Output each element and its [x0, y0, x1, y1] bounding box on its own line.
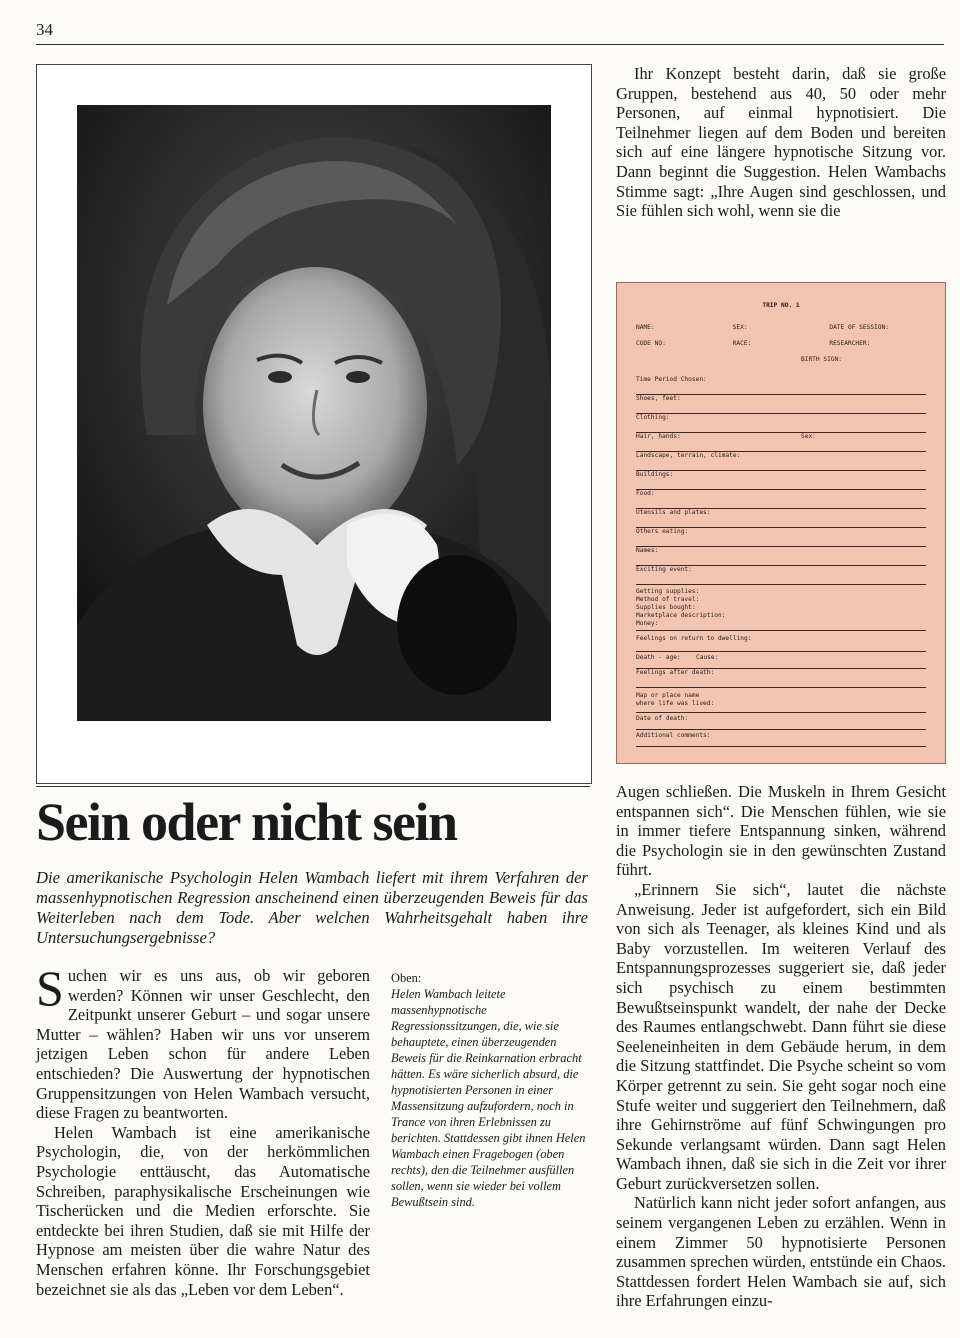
form-title: TRIP NO. 1 — [762, 302, 800, 309]
form-field: Hair, hands: — [636, 433, 681, 440]
form-field-researcher: RESEARCHER: — [829, 340, 871, 347]
form-field: Marketplace description: — [636, 612, 726, 619]
form-field: Date of death: — [636, 713, 926, 730]
form-field: Additional comments: — [636, 730, 926, 747]
form-field: Getting supplies: — [636, 588, 700, 595]
portrait-illustration — [77, 105, 551, 721]
form-field-race: RACE: — [732, 340, 752, 347]
form-field: where life was lived: — [636, 700, 926, 713]
body-left-column — [36, 960, 370, 1299]
form-field: Supplies bought: — [636, 604, 696, 611]
form-field-date: DATE OF SESSION: — [829, 324, 889, 331]
form-field: Exciting event: — [636, 566, 926, 585]
body-paragraph: Natürlich kann nicht jeder sofort anfangen, aus seinem vergangenen Leben zu erzählen. Wenn in einem Zimmer 50 hypnotisierte Personen zusammen sprechen würden, entstünde ein Chaos. Stattdessen fordert Helen Wambach sie auf, sich ihre Erfahrungen einzu- — [616, 1193, 946, 1311]
drop-cap: S — [36, 960, 64, 1016]
intro-column-text: Ihr Konzept besteht darin, daß sie große Gruppen, bestehend aus 40, 50 oder mehr Personen, auf einmal hypnotisiert. Die Teilnehmer liegen auf dem Boden und bereiten sich auf eine längere hypnotische Sitzung vor. Dann beginnt die Suggestion. Helen Wambachs Stimme sagt: „Ihre Augen sind geschlossen, und Sie fühlen sich wohl, wenn sie die — [616, 64, 946, 221]
form-field: Food: — [636, 490, 926, 509]
header-rule — [36, 44, 944, 45]
body-paragraph: uchen wir es uns aus, ob wir geboren werden? Können wir unser Geschlecht, den Zeitpunkt unserer Geburt – und sogar unsere Mutter – wählen? Haben wir uns vor unserem jetzigen Leben schon für andere Leben entschieden? Die Auswertung der hypnotischen Gruppensitzungen von Helen Wambach versucht, diese Fragen zu beantworten. — [36, 966, 370, 1123]
caption-text: Helen Wambach leitete massenhypnotische Regressionssitzungen, die, wie sie behauptete, einen überzeugenden Beweis für die Reinkarnation erbracht hätten. Es wäre sicherlich absurd, die hypnotisierten Personen in einer Massensitzung aufzufordern, noch in Trance von ihren Erlebnissen zu berichten. Stattdessen gibt ihnen Helen Wambach einen Fragebogen (oben rechts), den die Teilnehmer ausfüllen sollen, wenn sie wieder bei vollem Bewußtsein sind. — [391, 987, 586, 1209]
photo-frame — [36, 64, 592, 784]
body-paragraph: „Erinnern Sie sich“, lautet die nächste Anweisung. Jeder ist aufgefordert, sich ein Bild von sich als Teenager, als kleines Kind und als Baby vorzustellen. Im weiteren Verlauf des Entspannungsprozesses suggeriert sie, daß jeder sich psychisch zu einem bestimmten Bewußtseinspunkt wandelt, der nahe der Decke des Raumes entlangschwebt. Dann führt sie diese Seeleneinheiten in dem Gebäude herum, in dem die Sitzung stattfindet. Die Psyche scheint so vom Körper getrennt zu sein. Sie geht sogar noch eine Stufe weiter und suggeriert den Teilnehmern, daß ihre Gehirnströme auf fünf Schwingungen pro Sekunde verlangsamt würden. Dann sagt Helen Wambach ihnen, daß sie sich in die Zeit vor ihrer Geburt zurückversetzen sollen. — [616, 879, 946, 1193]
questionnaire-form — [636, 298, 926, 747]
article-lead: Die amerikanische Psychologin Helen Wambach liefert mit ihrem Verfahren der massenhypnotischen Regression anscheinend einen überzeugenden Beweis für das Weiterleben nach dem Tode. Aber welchen Wahrheitsgehalt haben ihre Untersuchungsergebnisse? — [36, 868, 588, 947]
form-field: Feelings on return to dwelling: — [636, 631, 926, 652]
form-field-name: NAME: — [636, 324, 655, 331]
body-right-column — [616, 782, 946, 1311]
form-field: Landscape, terrain, climate: — [636, 452, 926, 471]
form-field-sex2: Sex: — [801, 433, 816, 440]
form-field: Map or place name — [636, 692, 700, 699]
title-rule — [36, 786, 590, 787]
form-field-cause: Cause: — [696, 654, 719, 661]
form-field: Feelings after death: — [636, 669, 926, 688]
form-field-code: CODE NO: — [636, 340, 666, 347]
form-field: Method of travel: — [636, 596, 700, 603]
form-field: Others eating: — [636, 528, 926, 547]
form-field-sex: SEX: — [732, 324, 748, 331]
form-field: Names: — [636, 547, 926, 566]
form-field: Clothing: — [636, 414, 926, 433]
photo-caption — [391, 970, 591, 1210]
caption-label: Oben: — [391, 971, 422, 985]
form-field-birth-sign: BIRTH SIGN: — [801, 356, 842, 363]
article-title: Sein oder nicht sein — [36, 792, 457, 852]
form-field: Death - age: — [636, 654, 681, 661]
body-paragraph: Helen Wambach ist eine amerikanische Psychologin, die, von der herkömmlichen Psychologie enttäuscht, das Automatische Schreiben, paraphysikalische Erscheinungen wie Tischerücken und die Medien erforschte. Sie entdeckte bei ihren Studien, daß sie mit Hilfe der Hypnose am meisten über die wahre Natur des Menschen erfahren könne. Ihr Forschungsgebiet bezeichnet sie als das „Leben vor dem Leben“. — [36, 1122, 370, 1299]
form-field: Time Period Chosen: — [636, 376, 926, 395]
form-field: Utensils and plates: — [636, 509, 926, 528]
portrait-photo — [77, 105, 551, 721]
page-number: 34 — [36, 20, 53, 39]
form-field: Money: — [636, 620, 926, 631]
form-field: Shoes, feet: — [636, 395, 926, 414]
form-field: Buildings: — [636, 471, 926, 490]
body-paragraph: Augen schließen. Die Muskeln in Ihrem Gesicht entspannen sich“. Die Menschen fühlen, wie sie in immer tiefere Entspannung sinken, während die Psychologin sie in den gewünschten Zustand führt. — [616, 782, 946, 880]
